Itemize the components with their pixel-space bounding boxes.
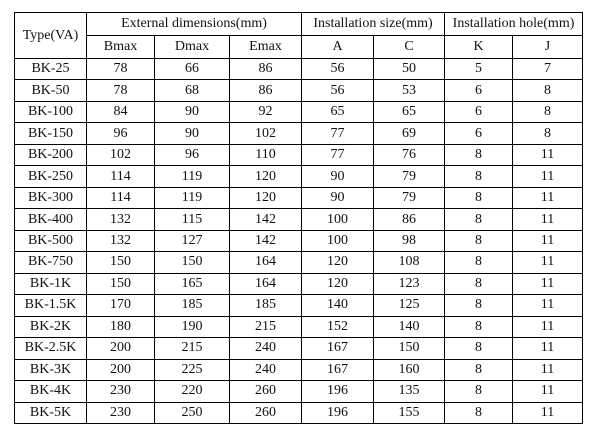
value-cell: 150 bbox=[87, 252, 155, 273]
table-row bbox=[15, 295, 583, 316]
table-row bbox=[15, 273, 583, 294]
value-cell: 164 bbox=[230, 252, 302, 273]
table-row bbox=[15, 230, 583, 251]
value-cell: 11 bbox=[513, 252, 583, 273]
value-cell: 8 bbox=[445, 295, 513, 316]
type-cell: BK-1K bbox=[15, 273, 87, 294]
value-cell: 11 bbox=[513, 338, 583, 359]
value-cell: 120 bbox=[302, 273, 374, 294]
value-cell: 119 bbox=[155, 166, 230, 187]
value-cell: 90 bbox=[155, 101, 230, 122]
value-cell: 8 bbox=[445, 252, 513, 273]
value-cell: 11 bbox=[513, 359, 583, 380]
value-cell: 50 bbox=[374, 59, 445, 80]
value-cell: 8 bbox=[445, 209, 513, 230]
value-cell: 84 bbox=[87, 101, 155, 122]
value-cell: 120 bbox=[230, 187, 302, 208]
type-cell: BK-100 bbox=[15, 101, 87, 122]
column-header-c: C bbox=[374, 36, 445, 59]
type-cell: BK-200 bbox=[15, 144, 87, 165]
value-cell: 56 bbox=[302, 59, 374, 80]
value-cell: 230 bbox=[87, 402, 155, 424]
type-cell: BK-1.5K bbox=[15, 295, 87, 316]
value-cell: 260 bbox=[230, 381, 302, 402]
table-row bbox=[15, 59, 583, 80]
column-header-emax: Emax bbox=[230, 36, 302, 59]
value-cell: 8 bbox=[445, 273, 513, 294]
type-cell: BK-50 bbox=[15, 80, 87, 101]
value-cell: 196 bbox=[302, 402, 374, 424]
value-cell: 8 bbox=[445, 187, 513, 208]
type-header: Type(VA) bbox=[15, 13, 87, 59]
value-cell: 180 bbox=[87, 316, 155, 337]
column-header-dmax: Dmax bbox=[155, 36, 230, 59]
value-cell: 100 bbox=[302, 209, 374, 230]
external-dimensions-header: External dimensions(mm) bbox=[87, 13, 302, 36]
type-cell: BK-25 bbox=[15, 59, 87, 80]
value-cell: 100 bbox=[302, 230, 374, 251]
table-row bbox=[15, 402, 583, 424]
type-cell: BK-2.5K bbox=[15, 338, 87, 359]
value-cell: 8 bbox=[445, 230, 513, 251]
value-cell: 250 bbox=[155, 402, 230, 424]
value-cell: 65 bbox=[374, 101, 445, 122]
value-cell: 68 bbox=[155, 80, 230, 101]
value-cell: 6 bbox=[445, 123, 513, 144]
value-cell: 8 bbox=[445, 166, 513, 187]
value-cell: 77 bbox=[302, 123, 374, 144]
value-cell: 86 bbox=[230, 59, 302, 80]
value-cell: 215 bbox=[155, 338, 230, 359]
value-cell: 185 bbox=[155, 295, 230, 316]
value-cell: 96 bbox=[87, 123, 155, 144]
value-cell: 152 bbox=[302, 316, 374, 337]
column-header-j: J bbox=[513, 36, 583, 59]
value-cell: 11 bbox=[513, 273, 583, 294]
dimensions-table bbox=[14, 12, 583, 424]
value-cell: 150 bbox=[374, 338, 445, 359]
value-cell: 140 bbox=[374, 316, 445, 337]
value-cell: 11 bbox=[513, 187, 583, 208]
value-cell: 215 bbox=[230, 316, 302, 337]
value-cell: 98 bbox=[374, 230, 445, 251]
table-row bbox=[15, 338, 583, 359]
value-cell: 120 bbox=[230, 166, 302, 187]
value-cell: 102 bbox=[230, 123, 302, 144]
value-cell: 53 bbox=[374, 80, 445, 101]
header-column-row bbox=[15, 36, 583, 59]
table-row bbox=[15, 80, 583, 101]
value-cell: 66 bbox=[155, 59, 230, 80]
value-cell: 65 bbox=[302, 101, 374, 122]
value-cell: 86 bbox=[230, 80, 302, 101]
value-cell: 6 bbox=[445, 101, 513, 122]
column-header-bmax: Bmax bbox=[87, 36, 155, 59]
value-cell: 114 bbox=[87, 187, 155, 208]
value-cell: 119 bbox=[155, 187, 230, 208]
type-cell: BK-500 bbox=[15, 230, 87, 251]
value-cell: 92 bbox=[230, 101, 302, 122]
value-cell: 11 bbox=[513, 295, 583, 316]
value-cell: 142 bbox=[230, 209, 302, 230]
value-cell: 77 bbox=[302, 144, 374, 165]
value-cell: 240 bbox=[230, 338, 302, 359]
value-cell: 123 bbox=[374, 273, 445, 294]
value-cell: 11 bbox=[513, 402, 583, 424]
value-cell: 96 bbox=[155, 144, 230, 165]
value-cell: 185 bbox=[230, 295, 302, 316]
value-cell: 132 bbox=[87, 209, 155, 230]
value-cell: 79 bbox=[374, 166, 445, 187]
value-cell: 11 bbox=[513, 144, 583, 165]
value-cell: 8 bbox=[445, 402, 513, 424]
value-cell: 108 bbox=[374, 252, 445, 273]
value-cell: 11 bbox=[513, 316, 583, 337]
table-row bbox=[15, 101, 583, 122]
type-cell: BK-750 bbox=[15, 252, 87, 273]
value-cell: 8 bbox=[513, 123, 583, 144]
value-cell: 11 bbox=[513, 166, 583, 187]
table-row bbox=[15, 252, 583, 273]
value-cell: 90 bbox=[302, 187, 374, 208]
column-header-a: A bbox=[302, 36, 374, 59]
value-cell: 196 bbox=[302, 381, 374, 402]
value-cell: 135 bbox=[374, 381, 445, 402]
value-cell: 200 bbox=[87, 359, 155, 380]
value-cell: 78 bbox=[87, 80, 155, 101]
value-cell: 8 bbox=[513, 80, 583, 101]
type-cell: BK-250 bbox=[15, 166, 87, 187]
type-cell: BK-5K bbox=[15, 402, 87, 424]
type-cell: BK-400 bbox=[15, 209, 87, 230]
header-group-row bbox=[15, 13, 583, 36]
value-cell: 165 bbox=[155, 273, 230, 294]
value-cell: 11 bbox=[513, 230, 583, 251]
value-cell: 8 bbox=[445, 316, 513, 337]
value-cell: 200 bbox=[87, 338, 155, 359]
value-cell: 90 bbox=[302, 166, 374, 187]
table-row bbox=[15, 123, 583, 144]
type-cell: BK-300 bbox=[15, 187, 87, 208]
value-cell: 6 bbox=[445, 80, 513, 101]
value-cell: 150 bbox=[155, 252, 230, 273]
value-cell: 170 bbox=[87, 295, 155, 316]
value-cell: 132 bbox=[87, 230, 155, 251]
value-cell: 140 bbox=[302, 295, 374, 316]
value-cell: 167 bbox=[302, 338, 374, 359]
table-row bbox=[15, 381, 583, 402]
value-cell: 8 bbox=[445, 381, 513, 402]
value-cell: 110 bbox=[230, 144, 302, 165]
column-header-k: K bbox=[445, 36, 513, 59]
value-cell: 76 bbox=[374, 144, 445, 165]
value-cell: 78 bbox=[87, 59, 155, 80]
table-row bbox=[15, 144, 583, 165]
value-cell: 120 bbox=[302, 252, 374, 273]
value-cell: 225 bbox=[155, 359, 230, 380]
value-cell: 240 bbox=[230, 359, 302, 380]
value-cell: 220 bbox=[155, 381, 230, 402]
installation-size-header: Installation size(mm) bbox=[302, 13, 445, 36]
value-cell: 125 bbox=[374, 295, 445, 316]
value-cell: 102 bbox=[87, 144, 155, 165]
value-cell: 260 bbox=[230, 402, 302, 424]
value-cell: 11 bbox=[513, 209, 583, 230]
value-cell: 11 bbox=[513, 381, 583, 402]
value-cell: 7 bbox=[513, 59, 583, 80]
value-cell: 155 bbox=[374, 402, 445, 424]
table-row bbox=[15, 359, 583, 380]
table-row bbox=[15, 209, 583, 230]
value-cell: 160 bbox=[374, 359, 445, 380]
table-row bbox=[15, 166, 583, 187]
value-cell: 142 bbox=[230, 230, 302, 251]
type-cell: BK-3K bbox=[15, 359, 87, 380]
value-cell: 164 bbox=[230, 273, 302, 294]
value-cell: 8 bbox=[513, 101, 583, 122]
type-cell: BK-4K bbox=[15, 381, 87, 402]
type-cell: BK-150 bbox=[15, 123, 87, 144]
table-row bbox=[15, 316, 583, 337]
value-cell: 115 bbox=[155, 209, 230, 230]
value-cell: 114 bbox=[87, 166, 155, 187]
table-body bbox=[15, 59, 583, 424]
value-cell: 190 bbox=[155, 316, 230, 337]
value-cell: 127 bbox=[155, 230, 230, 251]
value-cell: 86 bbox=[374, 209, 445, 230]
value-cell: 56 bbox=[302, 80, 374, 101]
table-row bbox=[15, 187, 583, 208]
installation-hole-header: Installation hole(mm) bbox=[445, 13, 583, 36]
value-cell: 150 bbox=[87, 273, 155, 294]
value-cell: 8 bbox=[445, 338, 513, 359]
value-cell: 69 bbox=[374, 123, 445, 144]
value-cell: 230 bbox=[87, 381, 155, 402]
value-cell: 90 bbox=[155, 123, 230, 144]
type-cell: BK-2K bbox=[15, 316, 87, 337]
value-cell: 5 bbox=[445, 59, 513, 80]
value-cell: 79 bbox=[374, 187, 445, 208]
value-cell: 8 bbox=[445, 359, 513, 380]
value-cell: 167 bbox=[302, 359, 374, 380]
value-cell: 8 bbox=[445, 144, 513, 165]
